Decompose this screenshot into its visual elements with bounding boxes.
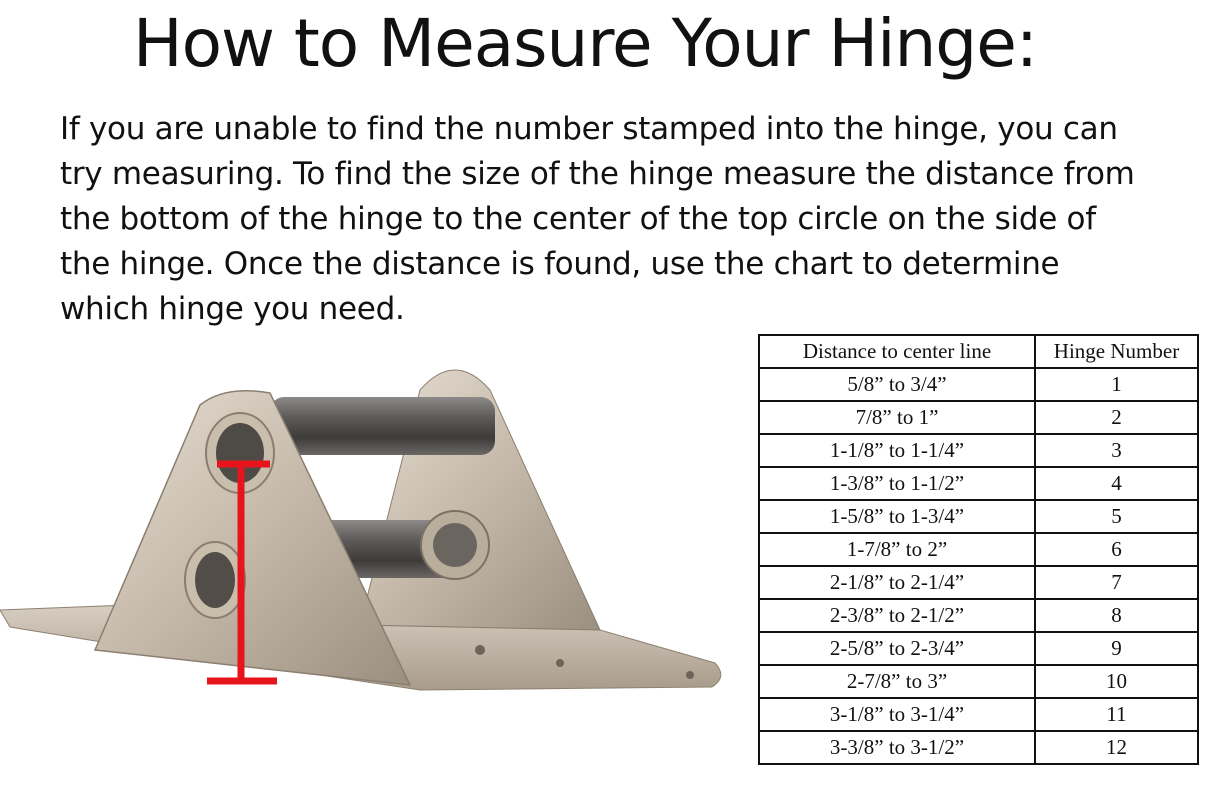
hinge-number-cell: 8	[1035, 599, 1198, 632]
hinge-number-cell: 9	[1035, 632, 1198, 665]
distance-cell: 2-3/8” to 2-1/2”	[759, 599, 1035, 632]
table-row	[759, 566, 1198, 599]
distance-cell: 3-1/8” to 3-1/4”	[759, 698, 1035, 731]
hinge-number-cell: 10	[1035, 665, 1198, 698]
distance-cell: 2-5/8” to 2-3/4”	[759, 632, 1035, 665]
hinge-number-cell: 3	[1035, 434, 1198, 467]
table-header-row	[759, 335, 1198, 368]
table-row	[759, 533, 1198, 566]
hinge-photo	[0, 345, 740, 745]
hinge-number-cell: 6	[1035, 533, 1198, 566]
distance-cell: 2-7/8” to 3”	[759, 665, 1035, 698]
hinge-number-cell: 1	[1035, 368, 1198, 401]
table-row	[759, 698, 1198, 731]
column-header-distance: Distance to center line	[759, 335, 1035, 368]
hinge-number-cell: 4	[1035, 467, 1198, 500]
table-row	[759, 467, 1198, 500]
page-title: How to Measure Your Hinge:	[132, 5, 1038, 82]
distance-cell: 1-3/8” to 1-1/2”	[759, 467, 1035, 500]
column-header-hinge-number: Hinge Number	[1035, 335, 1198, 368]
distance-cell: 2-1/8” to 2-1/4”	[759, 566, 1035, 599]
hinge-number-cell: 12	[1035, 731, 1198, 764]
distance-cell: 3-3/8” to 3-1/2”	[759, 731, 1035, 764]
distance-cell: 1-7/8” to 2”	[759, 533, 1035, 566]
table-row	[759, 401, 1198, 434]
intro-paragraph: If you are unable to find the number stamped into the hinge, you can try measuring. To find the size of the hinge measure the distance from the bottom of the hinge to the center of the top circle on the side of the hinge. Once the distance is found, use the chart to determine which hinge you need.	[60, 111, 1135, 327]
distance-cell: 7/8” to 1”	[759, 401, 1035, 434]
hinge-number-cell: 5	[1035, 500, 1198, 533]
hinge-number-cell: 11	[1035, 698, 1198, 731]
distance-cell: 5/8” to 3/4”	[759, 368, 1035, 401]
hinge-number-cell: 7	[1035, 566, 1198, 599]
table-row	[759, 731, 1198, 764]
hinge-size-chart	[758, 334, 1199, 765]
distance-cell: 1-1/8” to 1-1/4”	[759, 434, 1035, 467]
table-row	[759, 632, 1198, 665]
table-row	[759, 665, 1198, 698]
table-row	[759, 368, 1198, 401]
distance-cell: 1-5/8” to 1-3/4”	[759, 500, 1035, 533]
hinge-number-cell: 2	[1035, 401, 1198, 434]
table-row	[759, 434, 1198, 467]
table-row	[759, 500, 1198, 533]
table-row	[759, 599, 1198, 632]
